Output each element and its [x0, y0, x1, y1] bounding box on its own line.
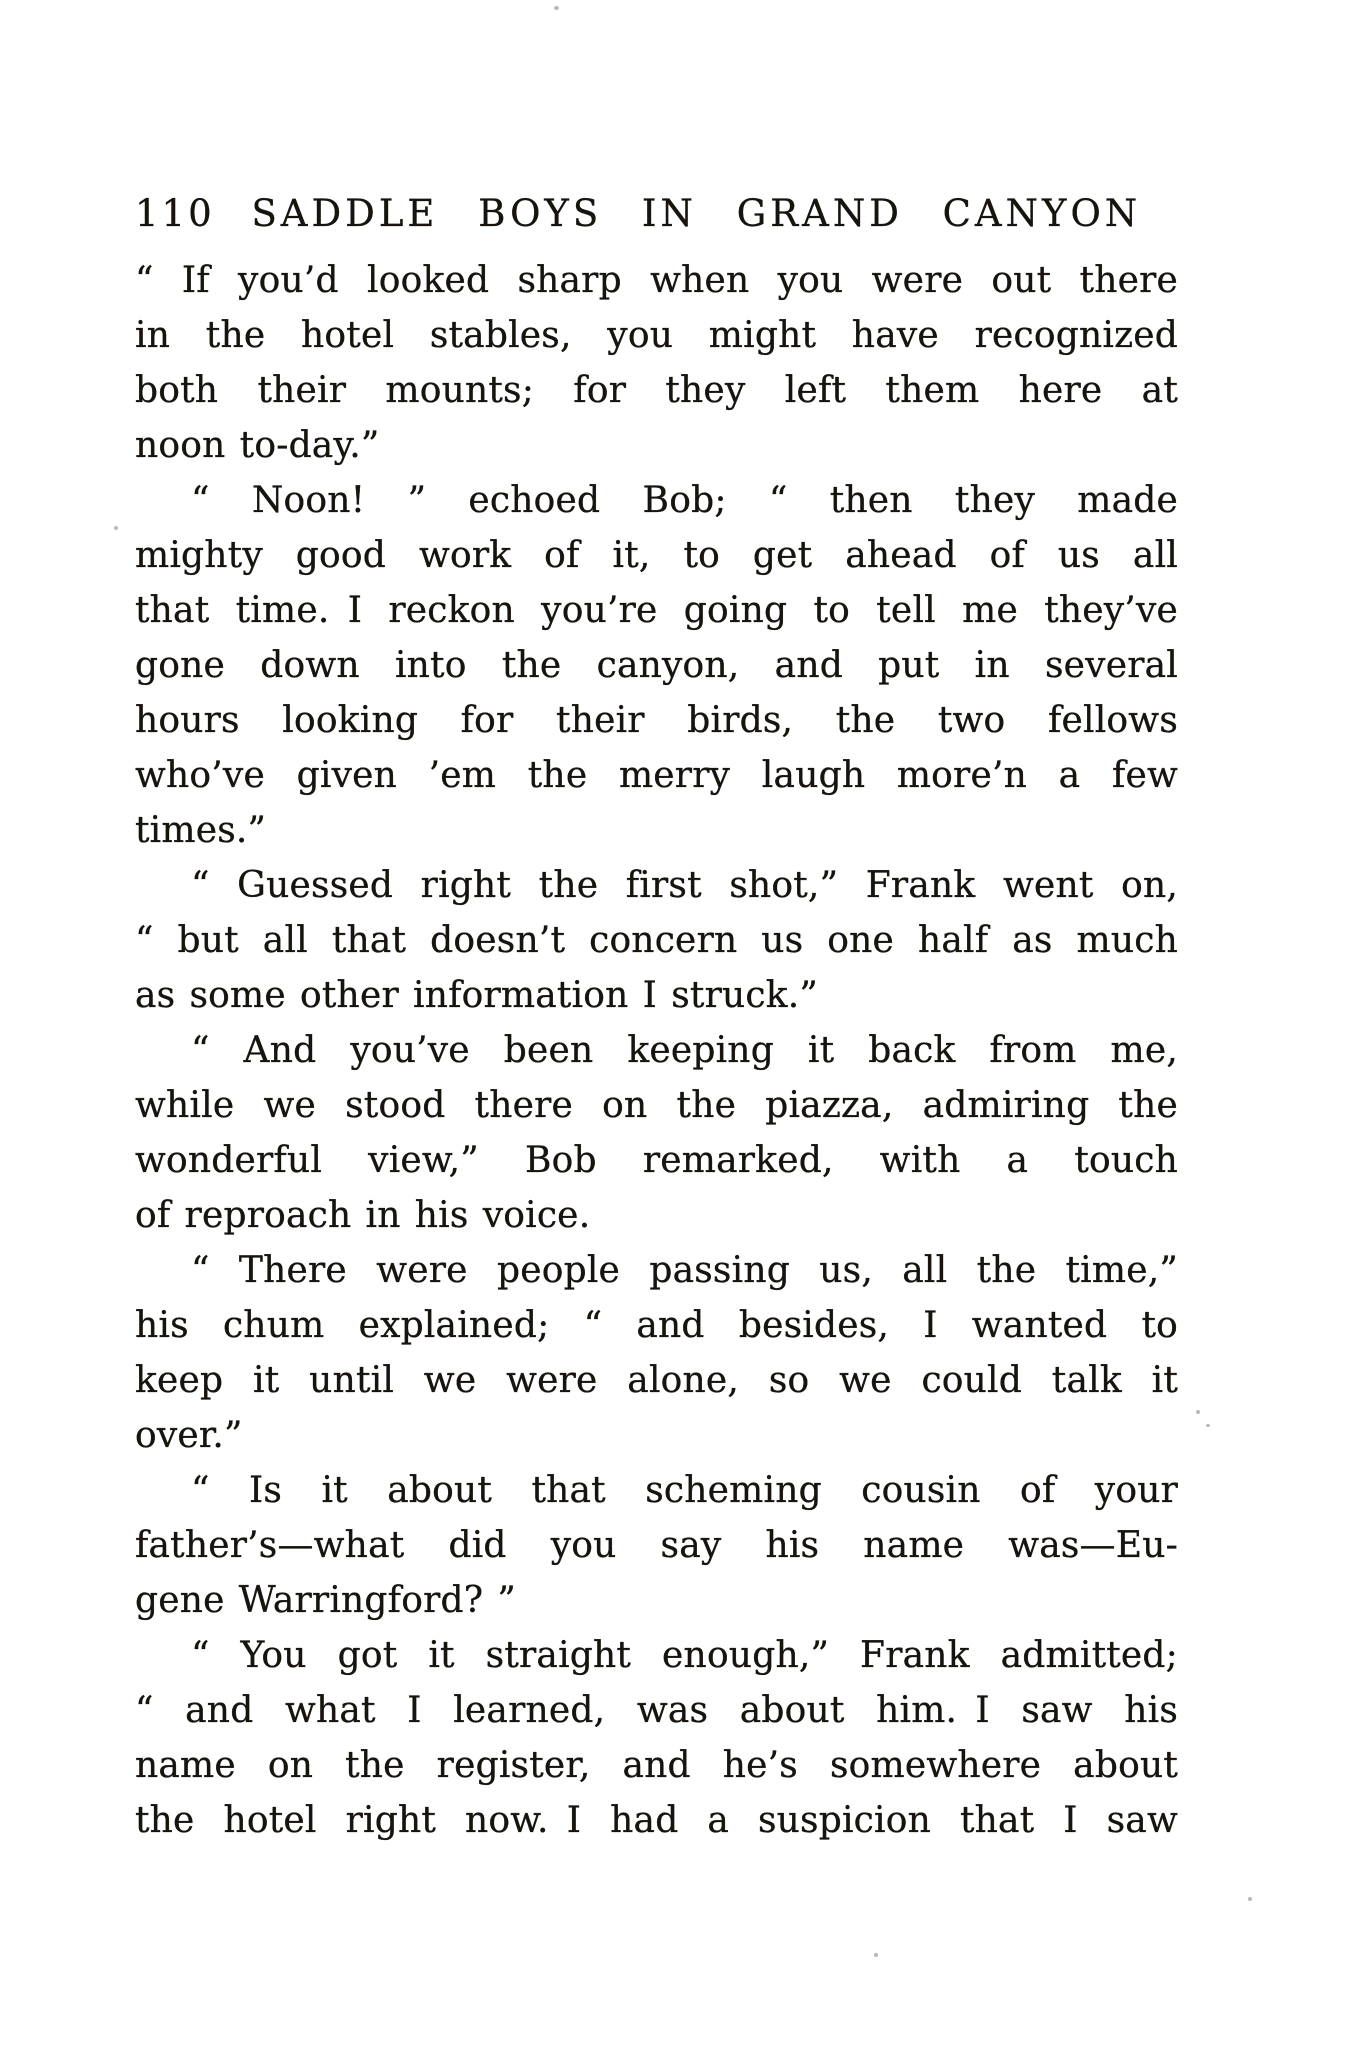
text-line: “ If you’d looked sharp when you were out there [135, 260, 1178, 301]
text-line: the hotel right now. I had a suspicion that I saw [135, 1800, 1178, 1841]
text-line: his chum explained; “ and besides, I wanted to [135, 1305, 1178, 1346]
text-line: “ but all that doesn’t concern us one half as much [135, 920, 1178, 961]
text-line: hours looking for their birds, the two fellows [135, 700, 1178, 741]
scan-speck [1196, 1410, 1200, 1414]
text-line: “ There were people passing us, all the time,” [191, 1250, 1178, 1291]
text-line: that time. I reckon you’re going to tell me they’ve [135, 590, 1178, 631]
text-line: “ Guessed right the first shot,” Frank went on, [191, 865, 1178, 906]
page-number: 110 [135, 192, 215, 235]
text-line: who’ve given ’em the merry laugh more’n a few [135, 755, 1178, 796]
scan-speck [1206, 1424, 1210, 1427]
text-line: name on the register, and he’s somewhere about [135, 1745, 1178, 1786]
text-line: gene Warringford? ” [135, 1580, 516, 1621]
text-line: keep it until we were alone, so we could talk it [135, 1360, 1178, 1401]
text-line: over.” [135, 1415, 243, 1456]
paragraph [135, 1628, 1178, 1848]
body-text [135, 253, 1178, 1848]
text-line: mighty good work of it, to get ahead of us all [135, 535, 1178, 576]
paragraph [135, 473, 1178, 858]
text-line: “ Noon! ” echoed Bob; “ then they made [191, 480, 1178, 521]
text-line: gone down into the canyon, and put in several [135, 645, 1178, 686]
text-line: both their mounts; for they left them here at [135, 370, 1178, 411]
text-line: times.” [135, 810, 267, 851]
text-line: while we stood there on the piazza, admiring the [135, 1085, 1178, 1126]
paragraph [135, 858, 1178, 1023]
running-title: SADDLE BOYS IN GRAND CANYON [251, 192, 1142, 235]
text-line: “ You got it straight enough,” Frank admitted; [191, 1635, 1178, 1676]
text-line: “ Is it about that scheming cousin of your [191, 1470, 1178, 1511]
text-line: “ And you’ve been keeping it back from me, [191, 1030, 1178, 1071]
scan-speck [554, 6, 559, 10]
text-line: noon to-day.” [135, 425, 380, 466]
paragraph [135, 1023, 1178, 1243]
paragraph [135, 1243, 1178, 1463]
text-line: wonderful view,” Bob remarked, with a touch [135, 1140, 1178, 1181]
text-line: of reproach in his voice. [135, 1195, 591, 1236]
text-line: father’s—what did you say his name was—Eu- [135, 1525, 1178, 1566]
scan-speck [1248, 1897, 1252, 1901]
paragraph [135, 253, 1178, 473]
scan-speck [874, 1953, 878, 1957]
scan-speck [114, 526, 118, 530]
text-line: as some other information I struck.” [135, 975, 819, 1016]
text-line: in the hotel stables, you might have recognized [135, 315, 1178, 356]
page-header [135, 192, 1178, 236]
paragraph [135, 1463, 1178, 1628]
text-line: “ and what I learned, was about him. I saw his [135, 1690, 1178, 1731]
